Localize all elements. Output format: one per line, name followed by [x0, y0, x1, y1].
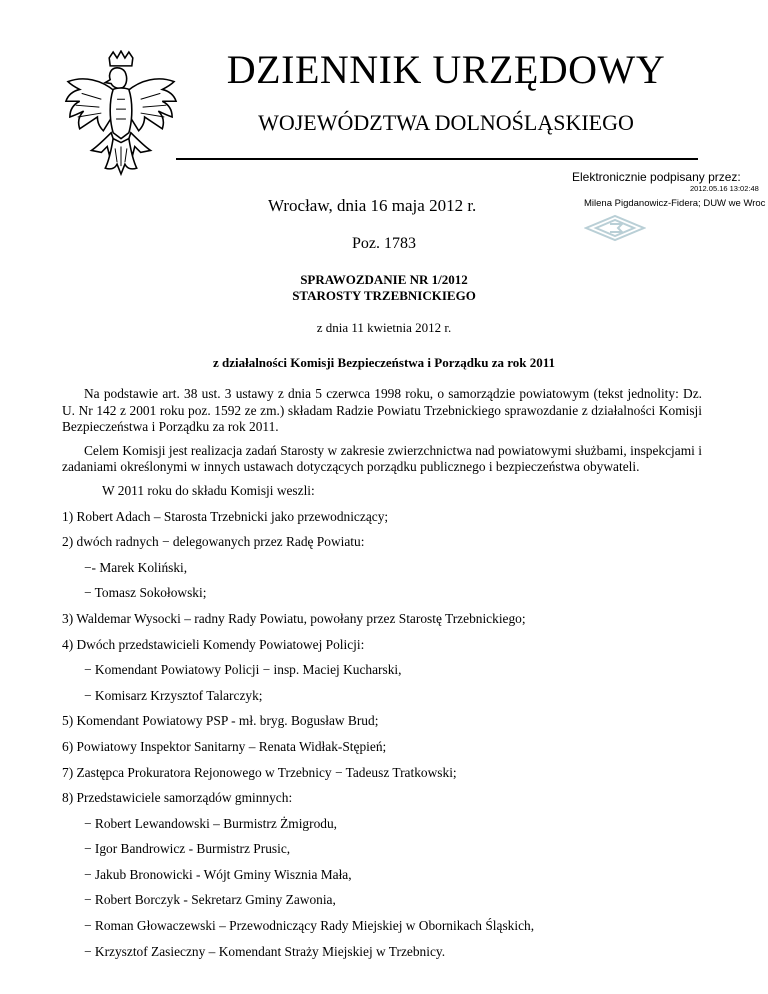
signature-datetime: 2012.05.16 13:02:48: [690, 184, 759, 193]
member-subitem: − Roman Głowaczewski – Przewodniczący Rady Miejskiej w Obornikach Śląskich,: [84, 918, 535, 934]
members-list: [62, 509, 702, 961]
member-subitem: − Igor Bandrowicz - Burmistrz Prusic,: [84, 841, 291, 857]
member-item: 7) Zastępca Prokuratora Rejonowego w Trzebnicy − Tadeusz Tratkowski;: [62, 764, 457, 780]
member-item: 1) Robert Adach – Starosta Trzebnicki jako przewodniczący;: [62, 508, 389, 524]
member-subitem: − Komendant Powiatowy Policji − insp. Maciej Kucharski,: [84, 662, 402, 678]
masthead-divider: [176, 158, 698, 160]
member-subitem: − Komisarz Krzysztof Talarczyk;: [84, 687, 263, 703]
paragraph-legal-basis: Na podstawie art. 38 ust. 3 ustawy z dnia 5 czerwca 1998 roku, o samorządzie powiatowym (tekst jednolity: Dz. U. Nr 142 z 2001 roku poz. 1592 ze zm.) składam Radzie Powiatu Trzebnickiego sprawozdanie z działalności Komisji Bezpieczeństwa i Porządku za rok 2011.: [62, 386, 702, 435]
member-subitem: − Jakub Bronowicki - Wójt Gminy Wisznia Mała,: [84, 866, 352, 882]
member-item: 4) Dwóch przedstawicieli Komendy Powiatowej Policji:: [62, 636, 365, 652]
signature-label: Elektronicznie podpisany przez:: [572, 170, 741, 184]
document-date: z dnia 11 kwietnia 2012 r.: [316, 320, 452, 335]
member-item: 5) Komendant Powiatowy PSP - mł. bryg. Bogusław Brud;: [62, 713, 379, 729]
member-item: 2) dwóch radnych − delegowanych przez Radę Powiatu:: [62, 534, 365, 550]
polish-eagle-emblem-icon: [62, 50, 180, 182]
member-subitem: − Robert Borczyk - Sekretarz Gminy Zawonia,: [84, 892, 336, 908]
gazette-subtitle: WOJEWÓDZTWA DOLNOŚLĄSKIEGO: [258, 110, 634, 135]
member-item: 6) Powiatowy Inspektor Sanitarny – Renata Widłak-Stępień;: [62, 738, 387, 754]
publication-date: Wrocław, dnia 16 maja 2012 r.: [268, 196, 477, 215]
signature-signer: Milena Pigdanowicz-Fidera; DUW we Wroc: [584, 198, 766, 209]
member-item: 3) Waldemar Wysocki – radny Rady Powiatu, powołany przez Starostę Trzebnickiego;: [62, 610, 526, 626]
member-subitem: − Krzysztof Zasieczny – Komendant Straży Miejskiej w Trzebnicy.: [84, 943, 446, 959]
document-subject: z działalności Komisji Bezpieczeństwa i Porządku za rok 2011: [212, 355, 556, 370]
member-subitem: − Robert Lewandowski – Burmistrz Żmigrodu,: [84, 815, 338, 831]
document-title: [0, 272, 768, 304]
members-intro: W 2011 roku do składu Komisji weszli:: [102, 482, 315, 498]
document-title-line-1: SPRAWOZDANIE NR 1/2012: [300, 272, 468, 287]
member-subitem: − Tomasz Sokołowski;: [84, 585, 207, 601]
paragraph-purpose: Celem Komisji jest realizacja zadań Starosty w zakresie zwierzchnictwa nad powiatowymi służbami, inspekcjami i zadaniami określonymi w innych ustawach dotyczących porządku publicznego i bezpieczeństwa obywateli.: [62, 442, 702, 475]
document-body: [62, 386, 702, 969]
document-title-line-2: STAROSTY TRZEBNICKIEGO: [292, 288, 476, 303]
gazette-title: DZIENNIK URZĘDOWY: [226, 47, 666, 92]
member-item: 8) Przedstawiciele samorządów gminnych:: [62, 790, 293, 806]
position-number: Poz. 1783: [352, 235, 416, 252]
member-subitem: −- Marek Koliński,: [84, 559, 188, 575]
